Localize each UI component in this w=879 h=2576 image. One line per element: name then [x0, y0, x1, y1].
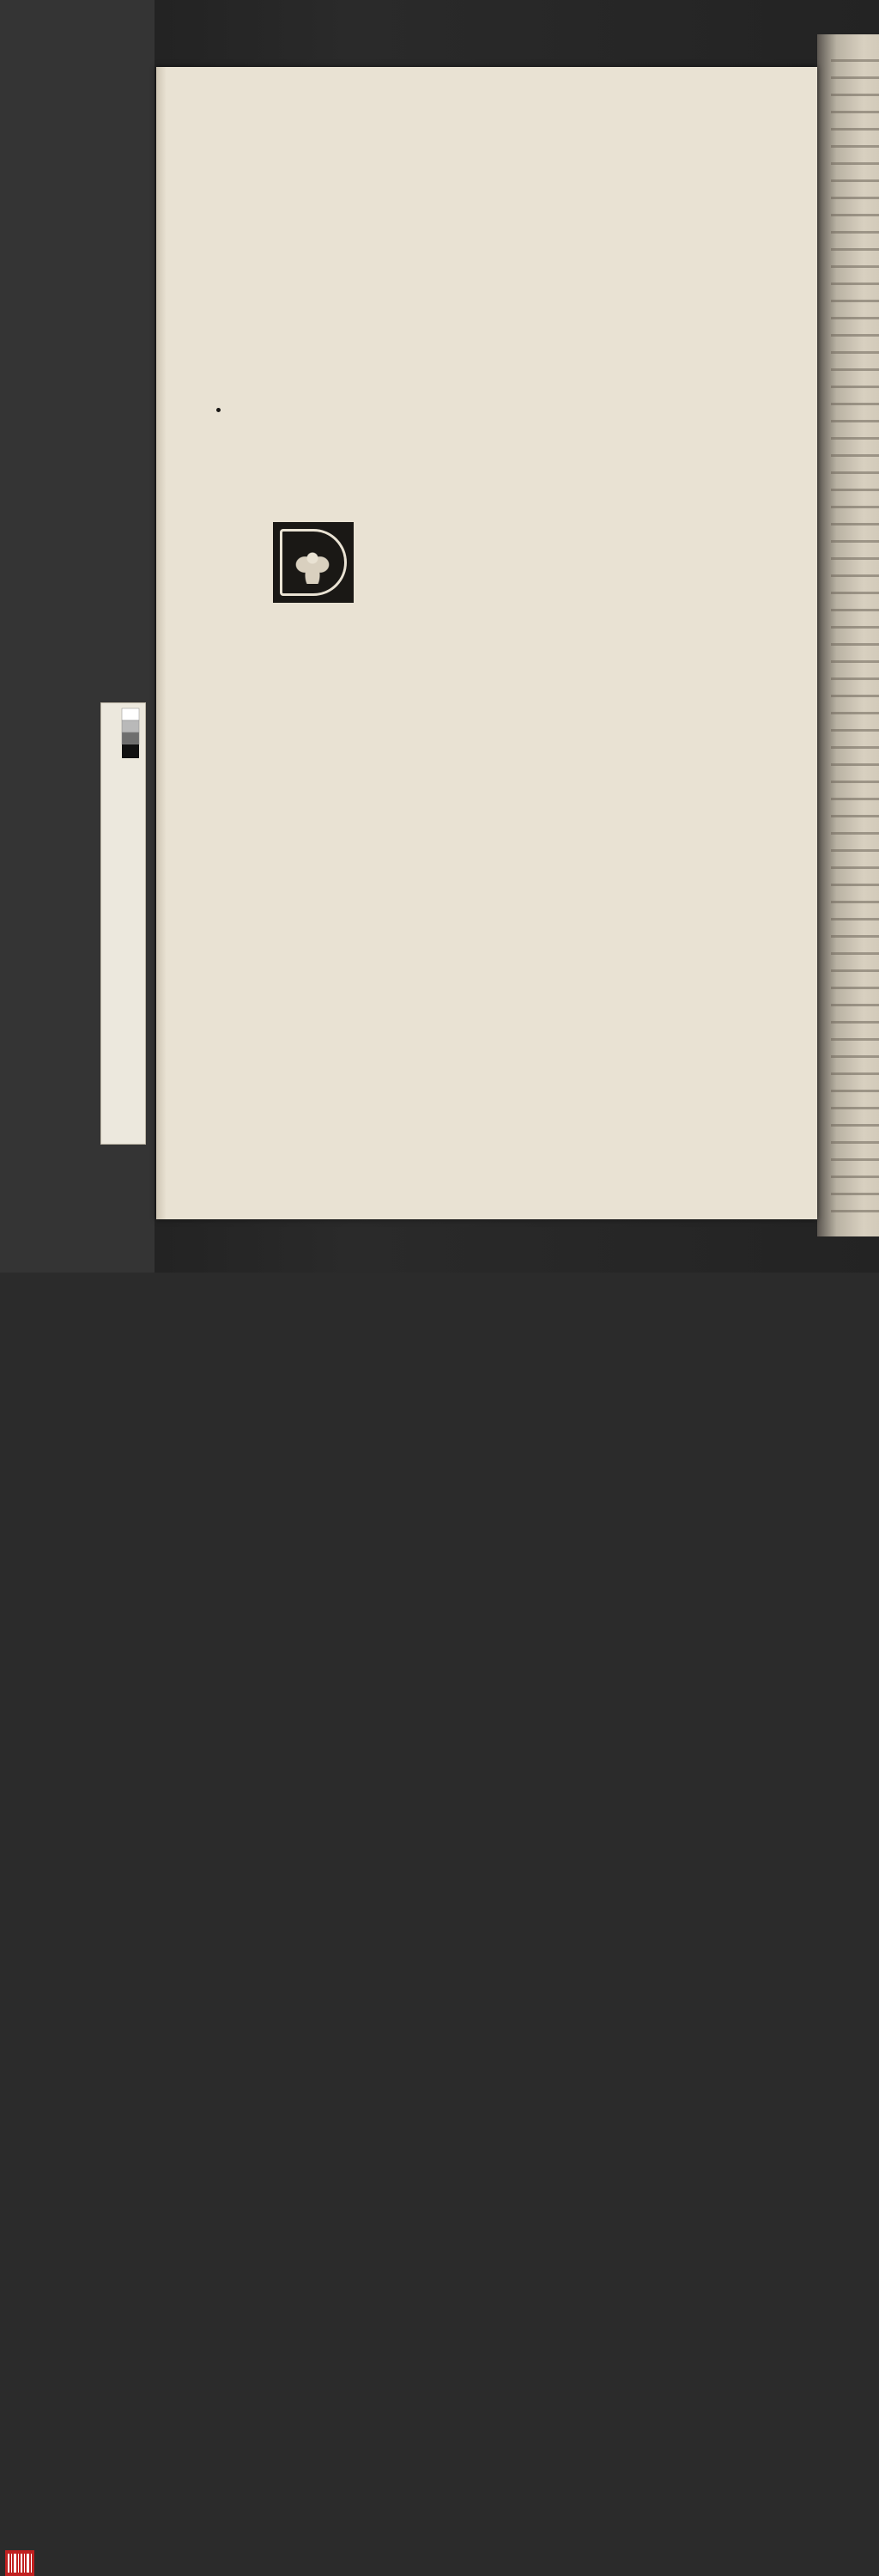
dropcap-initial: [273, 522, 354, 603]
dropcap-flower-ornament: [294, 541, 331, 584]
scale-ruler: [100, 702, 146, 1145]
book-page: [156, 67, 817, 1219]
footer-bar: [0, 1273, 879, 1308]
scan-viewer: [0, 0, 879, 1273]
adjacent-page-text: [831, 52, 879, 1219]
ruler-institution-text: [101, 703, 147, 1145]
ink-spot: [216, 408, 221, 412]
page-gutter-shadow: [156, 67, 167, 1219]
hab-barcode-logo-icon: [5, 2550, 34, 2576]
